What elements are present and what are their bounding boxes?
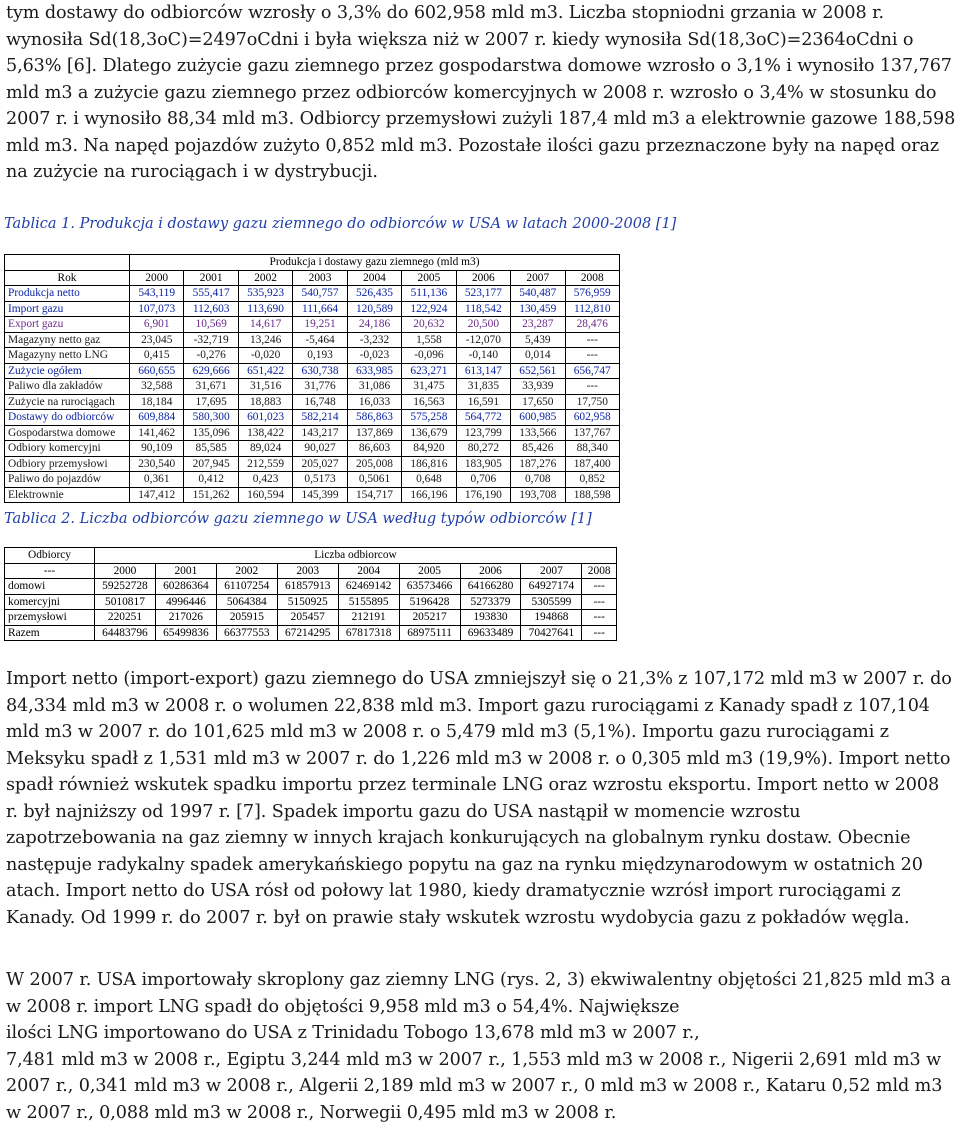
table-cell: 67214295 — [277, 625, 338, 641]
table-cell: 151,262 — [184, 487, 238, 503]
table2-year-header: 2005 — [399, 563, 460, 579]
table-cell: --- — [582, 625, 617, 641]
table-cell: 160,594 — [238, 487, 292, 503]
table-cell: 187,400 — [565, 456, 619, 472]
table2-row-label: domowi — [5, 579, 95, 595]
table-cell: 31,671 — [184, 379, 238, 395]
table-cell: 17,750 — [565, 394, 619, 410]
table-cell: 19,251 — [293, 317, 347, 333]
table-cell: 582,214 — [293, 410, 347, 426]
table-row — [5, 317, 620, 333]
table1-year-header: 2004 — [347, 270, 401, 286]
table-row — [5, 332, 620, 348]
table-row — [5, 456, 620, 472]
table-cell: 540,487 — [511, 286, 565, 302]
table-cell: 0,648 — [402, 472, 456, 488]
table-cell: 205,027 — [293, 456, 347, 472]
table-cell: 0,5061 — [347, 472, 401, 488]
paragraph-lng — [6, 967, 956, 1126]
table2-year-header: 2004 — [338, 563, 399, 579]
table-cell: 656,747 — [565, 363, 619, 379]
table1-group-header-row — [5, 255, 620, 271]
paragraph-lng-part-2: ilości LNG importowano do USA z Trinidadu Tobogo 13,678 mld m3 w 2007 r., — [6, 1023, 700, 1043]
table-cell: 613,147 — [456, 363, 510, 379]
table-cell: 16,591 — [456, 394, 510, 410]
table-cell: 69633489 — [460, 625, 521, 641]
table1-row-label: Magazyny netto gaz — [5, 332, 130, 348]
table-row — [5, 286, 620, 302]
table-cell: 5,439 — [511, 332, 565, 348]
table-cell: 1,558 — [402, 332, 456, 348]
paragraph-lng-part-3: 7,481 mld m3 w 2008 r., Egiptu 3,244 mld m3 w 2007 r., 1,553 mld m3 w 2008 r., Nigerii 2,691 mld m3 w 2007 r., 0,341 mld m3 w 2008 r., Algerii 2,189 mld m3 w 2007 r., 0 mld m3 w 2008 r., Kataru 0,52 mld m3 w 2007 r., 0,088 mld m3 w 2008 r., Norwegii 0,495 mld m3 w 2008 r. — [6, 1049, 943, 1123]
table-row — [5, 472, 620, 488]
table-cell: 68975111 — [399, 625, 460, 641]
table-cell: 18,883 — [238, 394, 292, 410]
table-cell: -0,276 — [184, 348, 238, 364]
table-cell: --- — [565, 332, 619, 348]
table-cell: 143,217 — [293, 425, 347, 441]
table-cell: 0,412 — [184, 472, 238, 488]
table-cell: -5,464 — [293, 332, 347, 348]
table-cell: 147,412 — [130, 487, 184, 503]
table1-row-label: Export gazu — [5, 317, 130, 333]
table-cell: 586,863 — [347, 410, 401, 426]
table-cell: 70427641 — [521, 625, 582, 641]
table-cell: 543,119 — [130, 286, 184, 302]
table2-year-header: 2001 — [155, 563, 216, 579]
table1-year-header: 2008 — [565, 270, 619, 286]
table-cell: 230,540 — [130, 456, 184, 472]
table-cell: 5150925 — [277, 594, 338, 610]
table-cell: 141,462 — [130, 425, 184, 441]
table-cell: 63573466 — [399, 579, 460, 595]
production-table — [4, 254, 620, 503]
table-cell: 207,945 — [184, 456, 238, 472]
table1-group-header: Produkcja i dostawy gazu ziemnego (mld m3) — [130, 255, 620, 271]
table2-year-header: 2002 — [216, 563, 277, 579]
table-cell: 212191 — [338, 610, 399, 626]
table-cell: 61107254 — [216, 579, 277, 595]
table-cell: 64166280 — [460, 579, 521, 595]
table-cell: 540,757 — [293, 286, 347, 302]
table-cell: 137,767 — [565, 425, 619, 441]
table2-year-header: 2008 — [582, 563, 617, 579]
table-row — [5, 301, 620, 317]
table-cell: 86,603 — [347, 441, 401, 457]
table2-row-label: komercyjni — [5, 594, 95, 610]
table-cell: 138,422 — [238, 425, 292, 441]
table-cell: 5273379 — [460, 594, 521, 610]
table-cell: 601,023 — [238, 410, 292, 426]
table-cell: 651,422 — [238, 363, 292, 379]
table-cell: 16,748 — [293, 394, 347, 410]
table-cell: 59252728 — [95, 579, 156, 595]
table-cell: 90,109 — [130, 441, 184, 457]
table-cell: 31,776 — [293, 379, 347, 395]
table-cell: 6,901 — [130, 317, 184, 333]
table-cell: 135,096 — [184, 425, 238, 441]
table-cell: 31,516 — [238, 379, 292, 395]
table-cell: 633,985 — [347, 363, 401, 379]
table-cell: 5196428 — [399, 594, 460, 610]
table-row — [5, 610, 617, 626]
table1-row-label: Odbiory komercyjni — [5, 441, 130, 457]
paragraph-lng-part-1: W 2007 r. USA importowały skroplony gaz ziemny LNG (rys. 2, 3) ekwiwalentny objętości 21,825 mld m3 a w 2008 r. import LNG spadł do objętości 9,958 mld m3 o 54,4%. Największe — [6, 970, 951, 1017]
table-cell: 535,923 — [238, 286, 292, 302]
table-cell: 64927174 — [521, 579, 582, 595]
table-cell: 20,632 — [402, 317, 456, 333]
table-cell: 187,276 — [511, 456, 565, 472]
table1-row-label: Paliwo dla zakładów — [5, 379, 130, 395]
table1-year-row — [5, 270, 620, 286]
table-cell: 5010817 — [95, 594, 156, 610]
table-cell: -12,070 — [456, 332, 510, 348]
table-cell: --- — [565, 348, 619, 364]
table-cell: 217026 — [155, 610, 216, 626]
table-cell: 112,810 — [565, 301, 619, 317]
table-row — [5, 625, 617, 641]
table-cell: 136,679 — [402, 425, 456, 441]
table2-group-header-row — [5, 548, 617, 564]
table-cell: 120,589 — [347, 301, 401, 317]
table2-row-label: przemysłowi — [5, 610, 95, 626]
table1-row-label-header: Rok — [5, 270, 130, 286]
table-cell: 602,958 — [565, 410, 619, 426]
table-row — [5, 579, 617, 595]
table1-year-header: 2006 — [456, 270, 510, 286]
table-cell: 205,008 — [347, 456, 401, 472]
table1-row-label: Produkcja netto — [5, 286, 130, 302]
table-cell: 88,340 — [565, 441, 619, 457]
table-cell: 17,695 — [184, 394, 238, 410]
table-cell: 62469142 — [338, 579, 399, 595]
table-cell: 16,033 — [347, 394, 401, 410]
paragraph-import: Import netto (import-export) gazu ziemnego do USA zmniejszył się o 21,3% z 107,172 mld m3 w 2007 r. do 84,334 mld m3 w 2008 r. o wolumen 22,838 mld m3. Import gazu rurociągami z Kanady spadł z 107,104 mld m3 w 2007 r. do 101,625 mld m3 w 2008 r. o 5,479 mld m3 (5,1%). Importu gazu rurociągami z Meksyku spadł z 1,531 mld m3 w 2007 r. do 1,226 mld m3 w 2008 r. o 0,305 mld m3 (19,9%). Import netto spadł również wskutek spadku importu przez terminale LNG oraz wzrostu eksportu. Import netto w 2008 r. był najniższy od 1997 r. [7]. Spadek importu gazu do USA nastąpił w momencie wzrostu zapotrzebowania na gaz ziemny w innych krajach konkurujących na globalnym rynku dostaw. Obecnie następuje radykalny spadek amerykańskiego popytu na gaz na rynku międzynarodowym w ostatnich 20 atach. Import netto do USA rósł od połowy lat 1980, kiedy dramatycznie wzrósł import rurociągami z Kanady. Od 1999 r. do 2007 r. był on prawie stały wskutek wzrostu wydobycia gazu z pokładów węgla. — [6, 669, 952, 928]
table-cell: 90,027 — [293, 441, 347, 457]
table-cell: 31,086 — [347, 379, 401, 395]
table-cell: --- — [582, 610, 617, 626]
table2-group-header: Liczba odbiorcow — [95, 548, 617, 564]
table-cell: 0,415 — [130, 348, 184, 364]
table-cell: 212,559 — [238, 456, 292, 472]
table-cell: 28,476 — [565, 317, 619, 333]
table-cell: 576,959 — [565, 286, 619, 302]
table-cell: -0,020 — [238, 348, 292, 364]
table-cell: 5155895 — [338, 594, 399, 610]
table-cell: 630,738 — [293, 363, 347, 379]
table-cell: 0,014 — [511, 348, 565, 364]
table-cell: 122,924 — [402, 301, 456, 317]
table-cell: 13,246 — [238, 332, 292, 348]
table-cell: 32,588 — [130, 379, 184, 395]
table-cell: 65499836 — [155, 625, 216, 641]
table-cell: 23,045 — [130, 332, 184, 348]
table2-year-header: 2000 — [95, 563, 156, 579]
table-cell: 5064384 — [216, 594, 277, 610]
table-cell: 600,985 — [511, 410, 565, 426]
table-cell: 33,939 — [511, 379, 565, 395]
table-cell: 85,426 — [511, 441, 565, 457]
table-cell: 111,664 — [293, 301, 347, 317]
table-cell: 0,423 — [238, 472, 292, 488]
table1-row-label: Odbiory przemysłowi — [5, 456, 130, 472]
table1-row-label: Zużycie na rurociągach — [5, 394, 130, 410]
table-cell: 523,177 — [456, 286, 510, 302]
table-cell: 113,690 — [238, 301, 292, 317]
table-cell: -0,096 — [402, 348, 456, 364]
table-cell: 0,193 — [293, 348, 347, 364]
table-cell: 154,717 — [347, 487, 401, 503]
table2-year-header: 2006 — [460, 563, 521, 579]
table-cell: 64483796 — [95, 625, 156, 641]
table1-row-label: Dostawy do odbiorców — [5, 410, 130, 426]
table-cell: 130,459 — [511, 301, 565, 317]
table-cell: 193830 — [460, 610, 521, 626]
table-cell: 166,196 — [402, 487, 456, 503]
table-cell: 629,666 — [184, 363, 238, 379]
table-cell: 67817318 — [338, 625, 399, 641]
table2-year-row-label: --- — [5, 563, 95, 579]
table-cell: 0,708 — [511, 472, 565, 488]
table1-corner-cell — [5, 255, 130, 271]
table2-caption: Tablica 2. Liczba odbiorców gazu ziemnego w USA według typów odbiorców [1] — [4, 511, 592, 527]
table-row — [5, 379, 620, 395]
table1-row-label: Gospodarstwa domowe — [5, 425, 130, 441]
table1-year-header: 2003 — [293, 270, 347, 286]
table-row — [5, 410, 620, 426]
table-cell: -0,023 — [347, 348, 401, 364]
table-cell: 0,852 — [565, 472, 619, 488]
table-cell: 31,475 — [402, 379, 456, 395]
table-cell: 555,417 — [184, 286, 238, 302]
table-cell: 14,617 — [238, 317, 292, 333]
table-cell: 575,258 — [402, 410, 456, 426]
table-row — [5, 487, 620, 503]
table-cell: --- — [565, 379, 619, 395]
table1-year-header: 2000 — [130, 270, 184, 286]
table-cell: 137,869 — [347, 425, 401, 441]
paragraph-intro: tym dostawy do odbiorców wzrosły o 3,3% do 602,958 mld m3. Liczba stopniodni grzania w 2008 r. wynosiła Sd(18,3oC)=2497oCdni i była większa niż w 2007 r. kiedy wynosiła Sd(18,3oC)=2364oCdni o 5,63% [6]. Dlatego zużycie gazu ziemnego przez gospodarstwa domowe wzrosło o 3,1% i wynosiło 137,767 mld m3 a zużycie gazu ziemnego przez odbiorców komercyjnych w 2008 r. wzrosło o 3,4% w stosunku do 2007 r. i wynosiło 88,34 mld m3. Odbiorcy przemysłowi zużyli 187,4 mld m3 a elektrownie gazowe 188,598 mld m3. Na napęd pojazdów zużyto 0,852 mld m3. Pozostałe ilości gazu przeznaczone były na napęd oraz na zużycie na rurociągach i w dystrybucji. — [6, 3, 956, 182]
table-row — [5, 441, 620, 457]
table2-row-label: Razem — [5, 625, 95, 641]
table-cell: 24,186 — [347, 317, 401, 333]
table-cell: 66377553 — [216, 625, 277, 641]
table-cell: --- — [582, 594, 617, 610]
table-cell: 107,073 — [130, 301, 184, 317]
table1-row-label: Import gazu — [5, 301, 130, 317]
table-row — [5, 394, 620, 410]
table-cell: 0,706 — [456, 472, 510, 488]
table-cell: 18,184 — [130, 394, 184, 410]
table-cell: 220251 — [95, 610, 156, 626]
table-cell: -0,140 — [456, 348, 510, 364]
table-cell: 205457 — [277, 610, 338, 626]
table-cell: 17,650 — [511, 394, 565, 410]
table-cell: 145,399 — [293, 487, 347, 503]
table1-row-label: Elektrownie — [5, 487, 130, 503]
table-cell: 660,655 — [130, 363, 184, 379]
table-cell: 652,561 — [511, 363, 565, 379]
table-cell: 183,905 — [456, 456, 510, 472]
table-cell: -32,719 — [184, 332, 238, 348]
table-cell: 16,563 — [402, 394, 456, 410]
table-row — [5, 363, 620, 379]
table-row — [5, 425, 620, 441]
table-cell: 205915 — [216, 610, 277, 626]
table-cell: 511,136 — [402, 286, 456, 302]
table2-year-row — [5, 563, 617, 579]
table-cell: 80,272 — [456, 441, 510, 457]
table-cell: 188,598 — [565, 487, 619, 503]
table1-year-header: 2007 — [511, 270, 565, 286]
table1-row-label: Zużycie ogółem — [5, 363, 130, 379]
table-cell: 205217 — [399, 610, 460, 626]
table-cell: 623,271 — [402, 363, 456, 379]
table-cell: 118,542 — [456, 301, 510, 317]
table2-row-label-header: Odbiorcy — [5, 548, 95, 564]
table-cell: 564,772 — [456, 410, 510, 426]
table-cell: 31,835 — [456, 379, 510, 395]
table-cell: 123,799 — [456, 425, 510, 441]
table-cell: 61857913 — [277, 579, 338, 595]
table-cell: 23,287 — [511, 317, 565, 333]
table-cell: 176,190 — [456, 487, 510, 503]
table1-year-header: 2001 — [184, 270, 238, 286]
table1-row-label: Magazyny netto LNG — [5, 348, 130, 364]
table-cell: 112,603 — [184, 301, 238, 317]
table-cell: 4996446 — [155, 594, 216, 610]
table-cell: 526,435 — [347, 286, 401, 302]
table-cell: 186,816 — [402, 456, 456, 472]
table-cell: 194868 — [521, 610, 582, 626]
table1-caption: Tablica 1. Produkcja i dostawy gazu ziemnego do odbiorców w USA w latach 2000-2008 [1] — [4, 216, 677, 232]
table-cell: 5305599 — [521, 594, 582, 610]
table-cell: 133,566 — [511, 425, 565, 441]
table2-year-header: 2007 — [521, 563, 582, 579]
table1-year-header: 2002 — [238, 270, 292, 286]
table1-row-label: Paliwo do pojazdów — [5, 472, 130, 488]
table2-year-header: 2003 — [277, 563, 338, 579]
table-cell: -3,232 — [347, 332, 401, 348]
table-cell: 89,024 — [238, 441, 292, 457]
table1-year-header: 2005 — [402, 270, 456, 286]
customers-table — [4, 547, 617, 641]
table-cell: 0,5173 — [293, 472, 347, 488]
table-cell: --- — [582, 579, 617, 595]
table-row — [5, 348, 620, 364]
table-cell: 10,569 — [184, 317, 238, 333]
table-cell: 85,585 — [184, 441, 238, 457]
table-cell: 580,300 — [184, 410, 238, 426]
table-row — [5, 594, 617, 610]
table-cell: 60286364 — [155, 579, 216, 595]
table-cell: 193,708 — [511, 487, 565, 503]
table-cell: 20,500 — [456, 317, 510, 333]
table-cell: 0,361 — [130, 472, 184, 488]
table-cell: 84,920 — [402, 441, 456, 457]
table-cell: 609,884 — [130, 410, 184, 426]
